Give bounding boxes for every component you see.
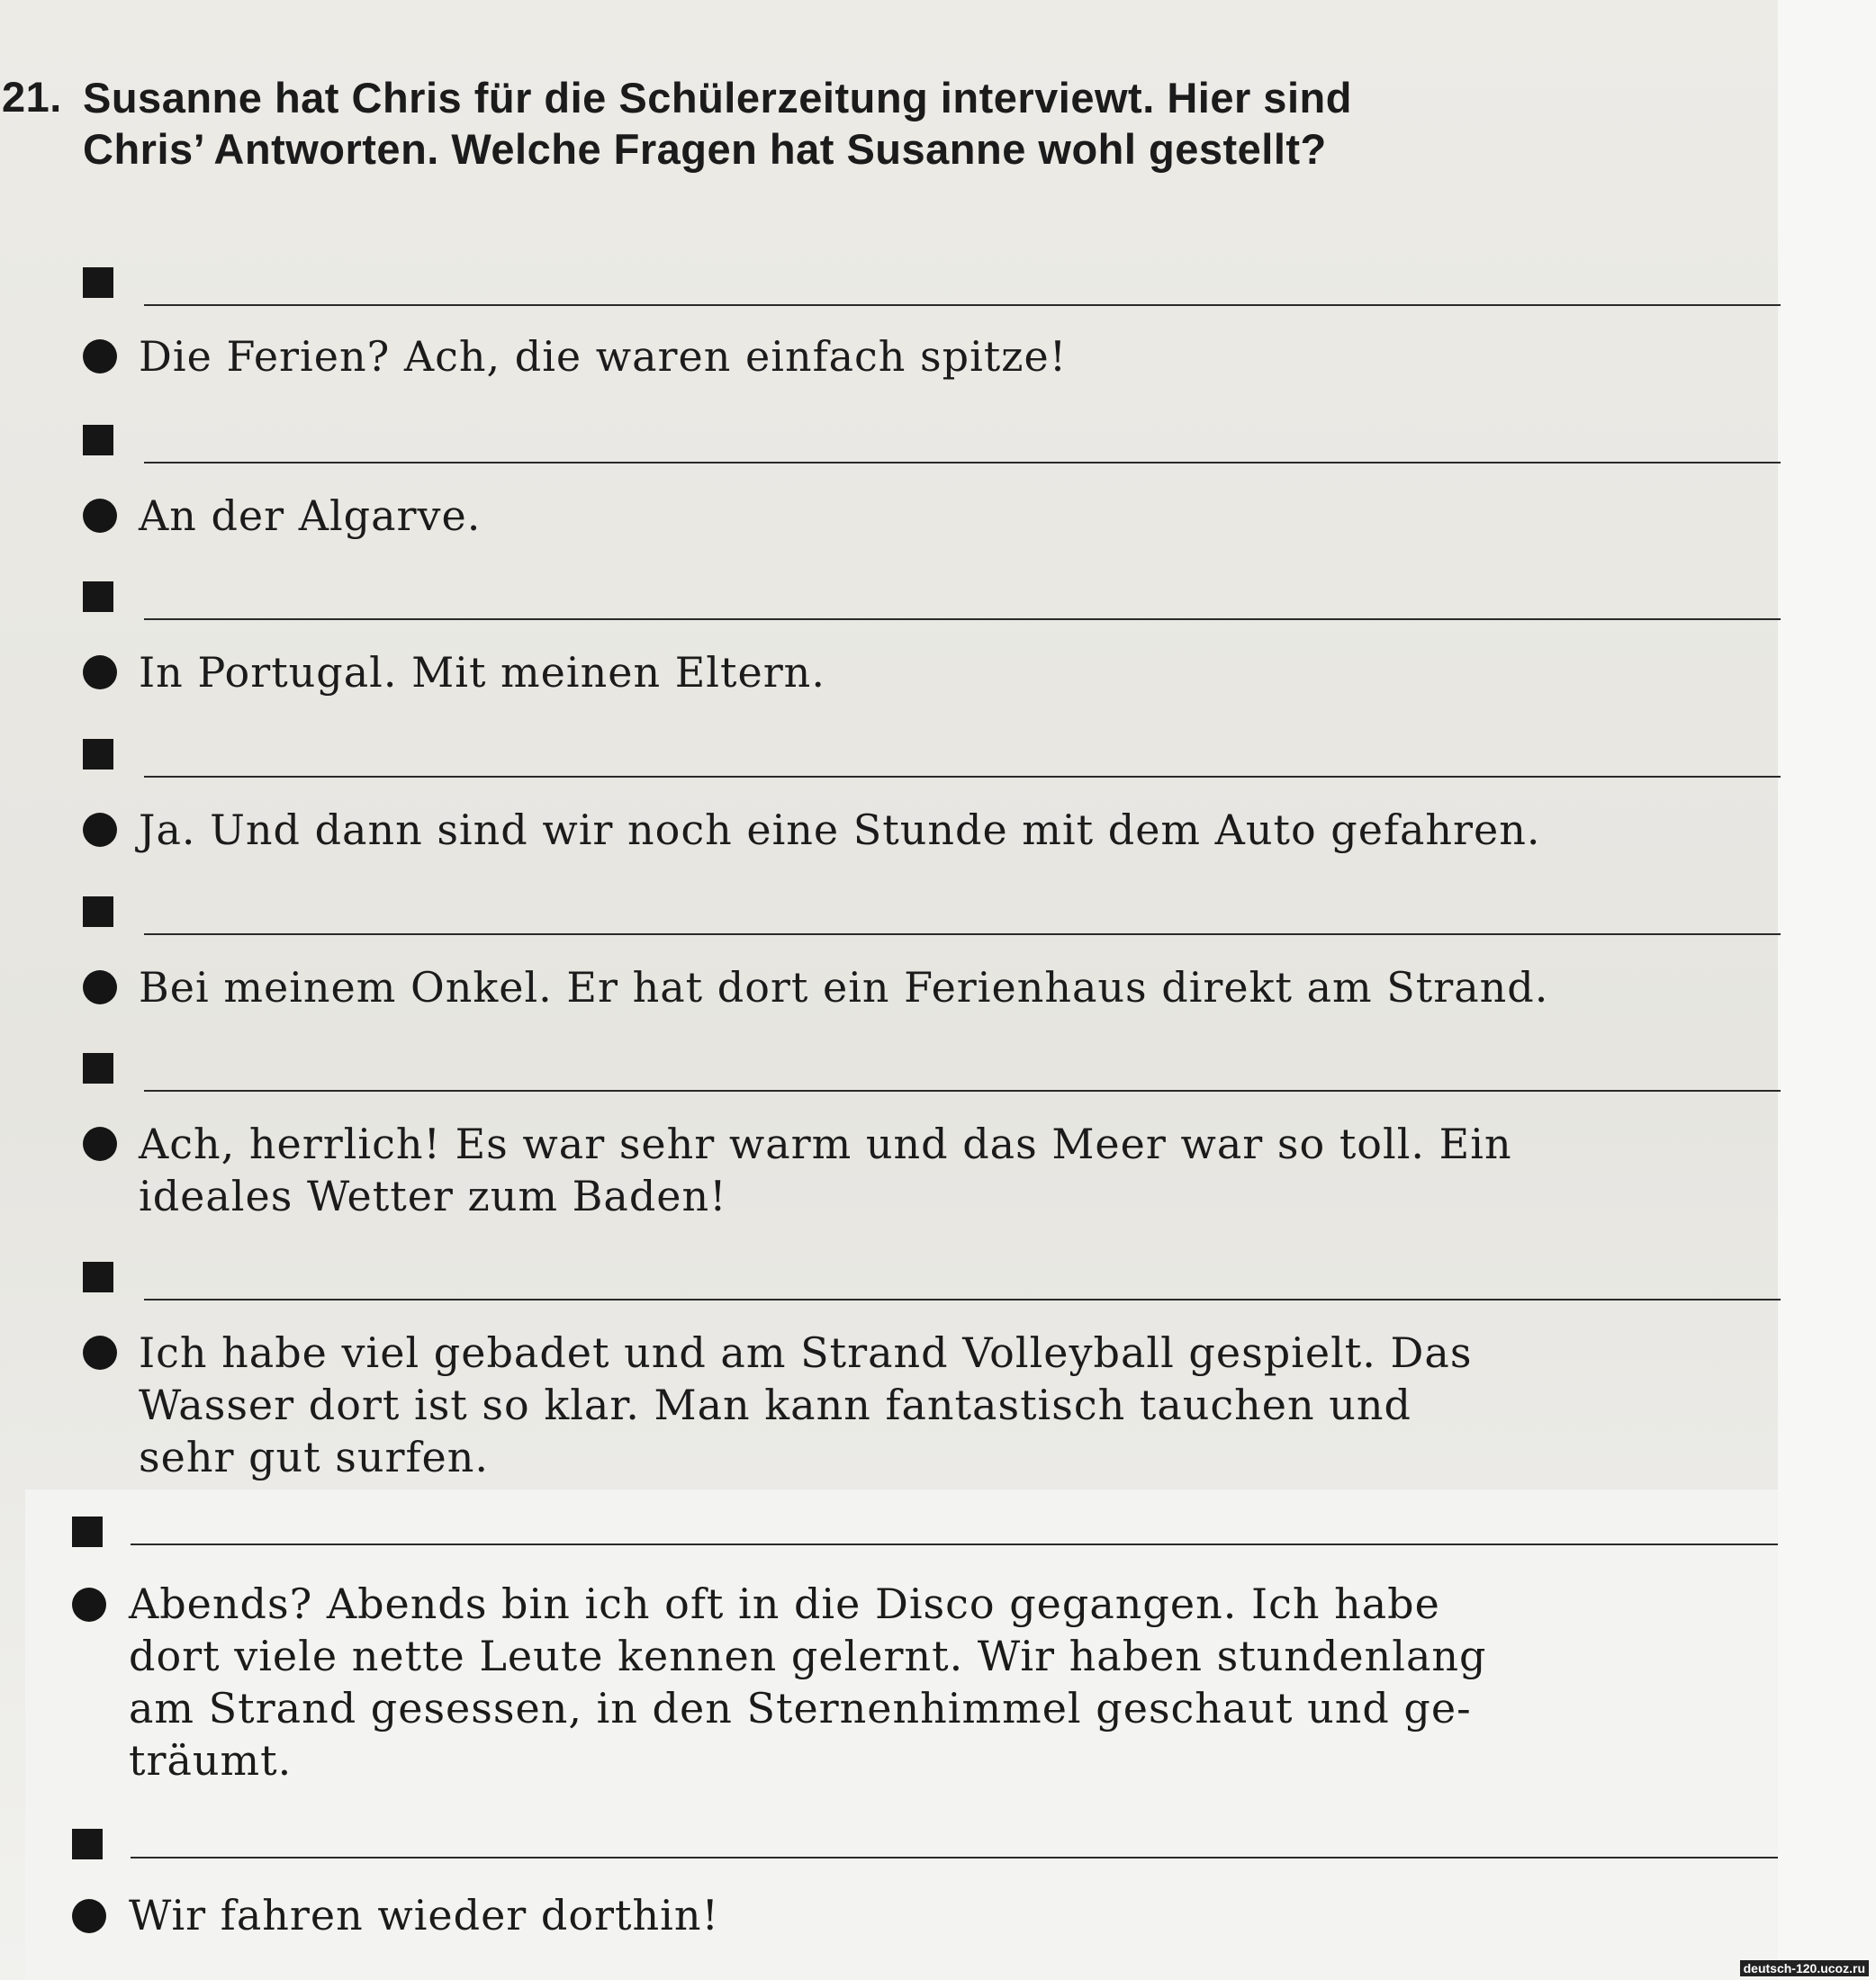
answer-bullet — [83, 813, 117, 847]
answer-bullet — [83, 1127, 117, 1161]
answer-line: ideales Wetter zum Baden! — [139, 1172, 727, 1220]
question-answer-line[interactable] — [144, 1299, 1781, 1300]
question-marker — [83, 425, 113, 455]
answer-line: Ich habe viel gebadet und am Strand Volleyball gespielt. Das — [139, 1328, 1473, 1377]
question-answer-line[interactable] — [144, 1090, 1781, 1092]
answer-text — [139, 804, 1541, 856]
site-watermark: deutsch-120.ucoz.ru — [1740, 1960, 1869, 1976]
answer-line: Ja. Und dann sind wir noch eine Stunde mit dem Auto gefahren. — [139, 806, 1541, 854]
answer-bullet — [83, 655, 117, 689]
question-marker — [83, 896, 113, 927]
question-marker — [83, 267, 113, 298]
question-answer-line[interactable] — [144, 933, 1781, 935]
answer-text — [129, 1889, 719, 1941]
page-margin — [1778, 0, 1876, 1980]
answer-bullet — [83, 970, 117, 1004]
question-marker — [83, 581, 113, 612]
question-answer-line[interactable] — [131, 1857, 1778, 1858]
answer-bullet — [72, 1899, 106, 1933]
answer-bullet — [83, 339, 117, 374]
answer-line: sehr gut surfen. — [139, 1433, 489, 1481]
answer-bullet — [72, 1588, 106, 1622]
question-answer-line[interactable] — [144, 304, 1781, 306]
answer-text — [139, 1118, 1512, 1222]
answer-line: Ach, herrlich! Es war sehr warm und das Meer war so toll. Ein — [139, 1120, 1512, 1168]
question-marker — [72, 1829, 103, 1859]
question-answer-line[interactable] — [144, 462, 1781, 464]
question-marker — [72, 1516, 103, 1547]
answer-line: Bei meinem Onkel. Er hat dort ein Ferienhaus direkt am Strand. — [139, 963, 1549, 1012]
answer-text — [139, 490, 481, 542]
answer-line: Abends? Abends bin ich oft in die Disco gegangen. Ich habe — [129, 1580, 1440, 1628]
answer-line: träumt. — [129, 1736, 293, 1785]
question-answer-line[interactable] — [144, 776, 1781, 778]
answer-bullet — [83, 1336, 117, 1370]
answer-line: Wasser dort ist so klar. Man kann fantastisch tauchen und — [139, 1381, 1412, 1429]
answer-text — [139, 646, 825, 698]
answer-text — [129, 1578, 1486, 1786]
answer-line: Wir fahren wieder dorthin! — [129, 1891, 719, 1940]
question-marker — [83, 1053, 113, 1084]
answer-line: am Strand gesessen, in den Sternenhimmel geschaut und ge- — [129, 1684, 1472, 1732]
answer-line: dort viele nette Leute kennen gelernt. Wir haben stundenlang — [129, 1632, 1487, 1680]
exercise-instructions: Susanne hat Chris für die Schülerzeitung interviewt. Hier sind Chris’ Antworten. Welche Fragen hat Susanne wohl gestellt? — [83, 74, 1352, 173]
question-marker — [83, 1262, 113, 1292]
answer-line: Die Ferien? Ach, die waren einfach spitze! — [139, 332, 1068, 381]
question-answer-line[interactable] — [131, 1544, 1778, 1545]
answer-line: In Portugal. Mit meinen Eltern. — [139, 648, 825, 697]
answer-text — [139, 961, 1548, 1013]
exercise-number: 21. — [2, 73, 62, 121]
answer-line: An der Algarve. — [139, 491, 482, 540]
question-marker — [83, 739, 113, 770]
question-answer-line[interactable] — [144, 618, 1781, 620]
answer-bullet — [83, 499, 117, 533]
answer-text — [139, 330, 1067, 382]
answer-text — [139, 1327, 1472, 1483]
